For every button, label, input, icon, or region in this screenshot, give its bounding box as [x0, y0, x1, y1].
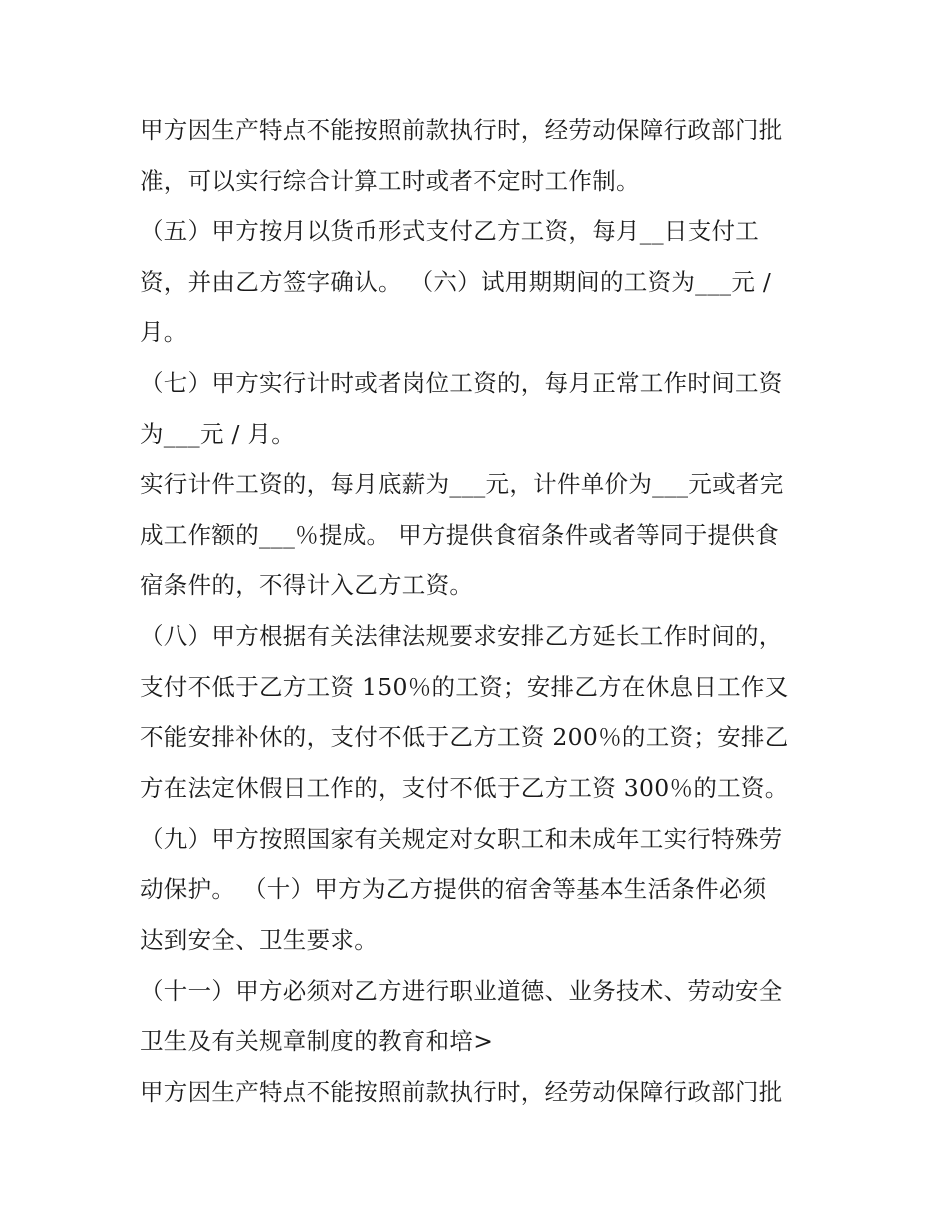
- text-line: 资，并由乙方签字确认。 （六）试用期期间的工资为___元 /: [140, 268, 772, 296]
- text-line: 宿条件的，不得计入乙方工资。: [140, 571, 474, 599]
- text-line: 实行计件工资的，每月底薪为___元，计件单价为___元或者完: [140, 470, 784, 498]
- text-line: 准，可以实行综合计算工时或者不定时工作制。: [140, 167, 640, 195]
- text-line: 动保护。 （十）甲方为乙方提供的宿舍等基本生活条件必须: [140, 875, 767, 903]
- text-line: 支付不低于乙方工资 150％的工资；安排乙方在休息日工作又: [140, 673, 789, 701]
- text-line: （十一）甲方必须对乙方进行职业道德、业务技术、劳动安全: [140, 977, 783, 1005]
- text-line: （七）甲方实行计时或者岗位工资的，每月正常工作时间工资: [140, 369, 783, 397]
- text-line: 卫生及有关规章制度的教育和培>: [140, 1027, 494, 1055]
- text-line: 甲方因生产特点不能按照前款执行时，经劳动保障行政部门批: [140, 1078, 783, 1106]
- text-line: 达到安全、卫生要求。: [140, 926, 378, 954]
- text-line: 方在法定休假日工作的，支付不低于乙方工资 300％的工资。: [140, 774, 789, 802]
- text-line: 成工作额的___％提成。 甲方提供食宿条件或者等同于提供食: [140, 521, 779, 549]
- text-line: （八）甲方根据有关法律法规要求安排乙方延长工作时间的，: [140, 622, 783, 650]
- text-line: 不能安排补休的，支付不低于乙方工资 200％的工资；安排乙: [140, 723, 789, 751]
- text-line: 月。: [140, 318, 188, 346]
- text-line: （九）甲方按照国家有关规定对女职工和未成年工实行特殊劳: [140, 825, 783, 853]
- text-line: 甲方因生产特点不能按照前款执行时，经劳动保障行政部门批: [140, 116, 783, 144]
- text-line: （五）甲方按月以货币形式支付乙方工资，每月__日支付工: [140, 217, 760, 245]
- text-line: 为___元 / 月。: [140, 420, 296, 448]
